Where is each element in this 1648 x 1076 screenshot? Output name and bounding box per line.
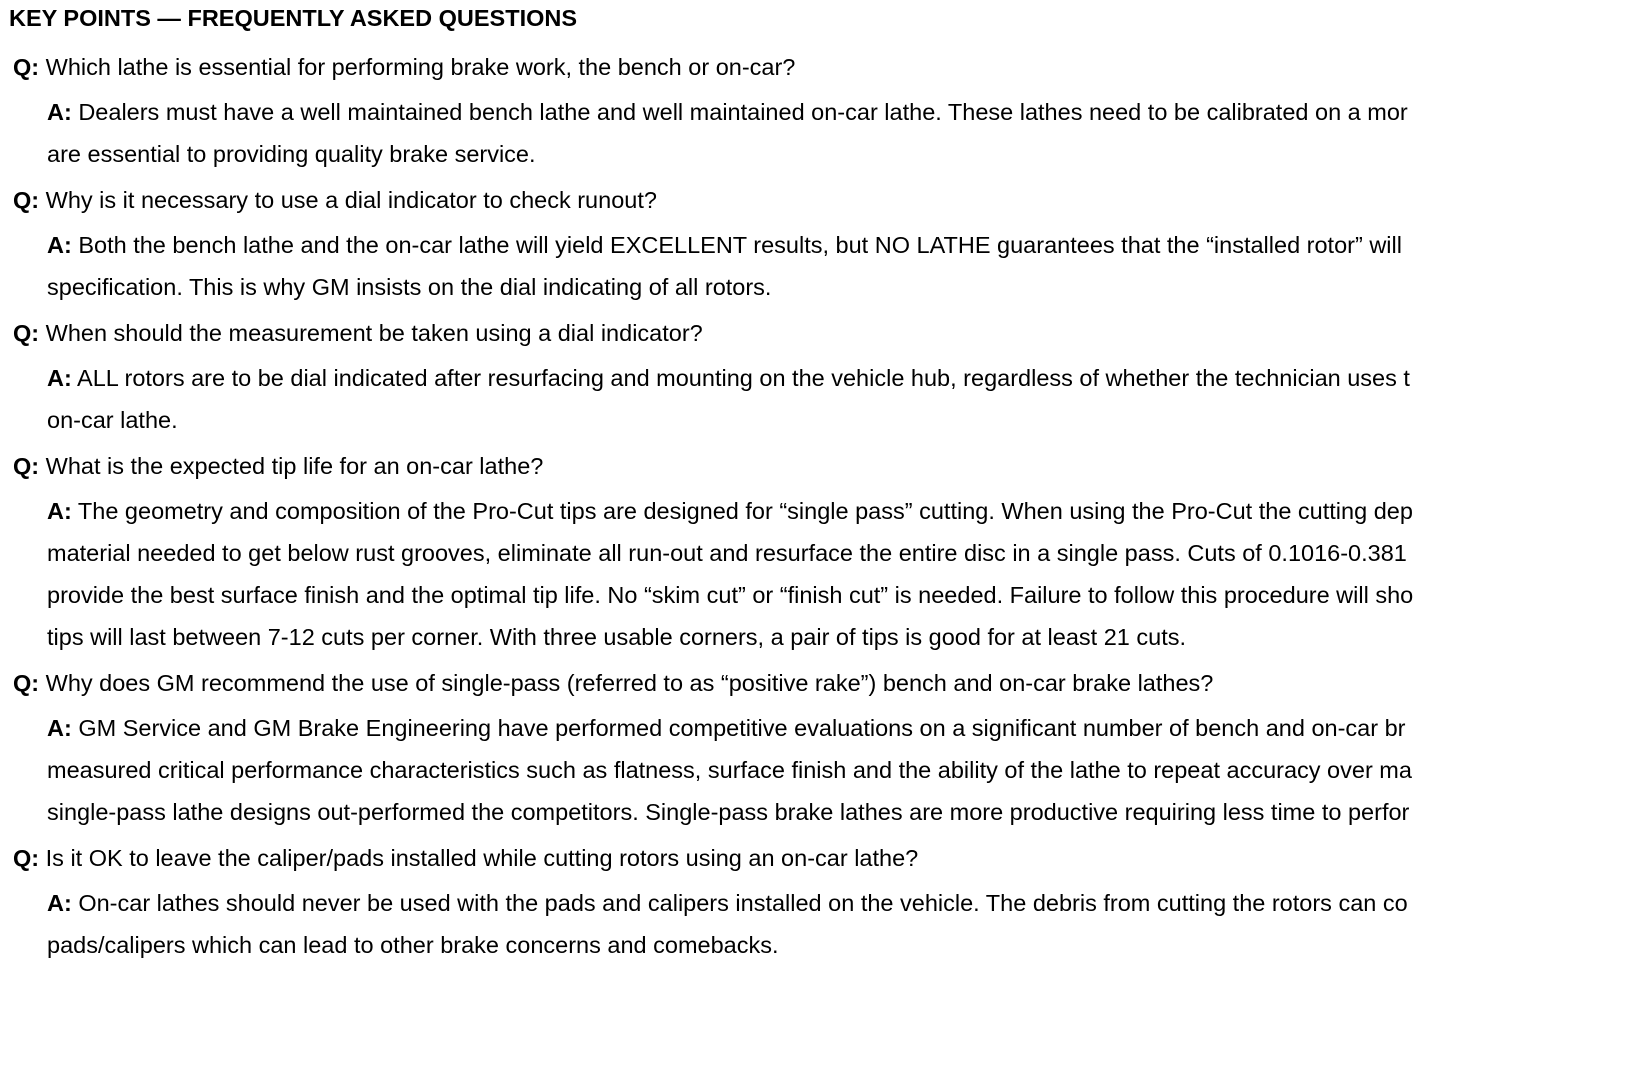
faq-answer: [0, 91, 1565, 175]
faq-question: [0, 448, 1565, 484]
answer-line: material needed to get below rust grooves, eliminate all run-out and resurface the entire disc in a single pass. Cuts of 0.1016-0.381: [47, 540, 1407, 566]
question-text: When should the measurement be taken using a dial indicator?: [45, 320, 703, 346]
answer-text: The geometry and composition of the Pro-Cut tips are designed for “single pass” cutting. When using the Pro-Cut the cutting dep: [77, 498, 1413, 524]
question-text: What is the expected tip life for an on-car lathe?: [45, 453, 544, 479]
answer-line: provide the best surface finish and the optimal tip life. No “skim cut” or “finish cut” is needed. Failure to follow this procedure will sho: [47, 582, 1414, 608]
faq-answer: [0, 357, 1565, 441]
question-text: Which lathe is essential for performing brake work, the bench or on-car?: [45, 54, 796, 80]
faq-answer: [0, 490, 1565, 658]
question-prefix: Q:: [13, 845, 40, 871]
faq-question: [0, 315, 1565, 351]
question-prefix: Q:: [13, 187, 40, 213]
faq-item: [0, 182, 1565, 308]
answer-prefix: A:: [47, 498, 72, 524]
answer-prefix: A:: [47, 232, 72, 258]
question-prefix: Q:: [13, 320, 40, 346]
faq-item: [0, 49, 1565, 175]
question-prefix: Q:: [13, 453, 40, 479]
answer-line: on-car lathe.: [47, 407, 178, 433]
answer-text: Dealers must have a well maintained bench lathe and well maintained on-car lathe. These lathes need to be calibrated on a mor: [78, 99, 1408, 125]
faq-item: [0, 448, 1565, 658]
faq-item: [0, 315, 1565, 441]
answer-line: [47, 707, 1565, 749]
faq-question: [0, 49, 1565, 85]
question-prefix: Q:: [13, 54, 40, 80]
faq-list: [0, 49, 1565, 973]
answer-text: ALL rotors are to be dial indicated after resurfacing and mounting on the vehicle hub, regardless of whether the technician uses t: [77, 365, 1410, 391]
faq-question: [0, 665, 1565, 701]
answer-line: are essential to providing quality brake service.: [47, 141, 536, 167]
answer-line: pads/calipers which can lead to other brake concerns and comebacks.: [47, 932, 779, 958]
answer-text: On-car lathes should never be used with the pads and calipers installed on the vehicle. The debris from cutting the rotors can co: [78, 890, 1408, 916]
answer-text: GM Service and GM Brake Engineering have performed competitive evaluations on a significant number of bench and on-car br: [78, 715, 1406, 741]
faq-item: [0, 665, 1565, 833]
faq-answer: [0, 707, 1565, 833]
answer-line: single-pass lathe designs out-performed the competitors. Single-pass brake lathes are more productive requiring less time to perfor: [47, 799, 1410, 825]
answer-line: specification. This is why GM insists on the dial indicating of all rotors.: [47, 274, 772, 300]
page-title: KEY POINTS — FREQUENTLY ASKED QUESTIONS: [9, 5, 578, 31]
answer-line: [47, 490, 1565, 532]
answer-line: tips will last between 7-12 cuts per corner. With three usable corners, a pair of tips is good for at least 21 cuts.: [47, 624, 1187, 650]
answer-line: [47, 357, 1565, 399]
answer-prefix: A:: [47, 99, 72, 125]
answer-line: [47, 91, 1565, 133]
faq-answer: [0, 224, 1565, 308]
question-text: Why is it necessary to use a dial indicator to check runout?: [45, 187, 657, 213]
answer-line: [47, 882, 1565, 924]
faq-question: [0, 182, 1565, 218]
faq-question: [0, 840, 1565, 876]
question-prefix: Q:: [13, 670, 40, 696]
question-text: Is it OK to leave the caliper/pads installed while cutting rotors using an on-car lathe?: [45, 845, 919, 871]
answer-line: measured critical performance characteristics such as flatness, surface finish and the ability of the lathe to repeat accuracy over ma: [47, 757, 1412, 783]
answer-text: Both the bench lathe and the on-car lathe will yield EXCELLENT results, but NO LATHE guarantees that the “installed rotor” will: [78, 232, 1402, 258]
question-text: Why does GM recommend the use of single-pass (referred to as “positive rake”) bench and on-car brake lathes?: [45, 670, 1214, 696]
faq-item: [0, 840, 1565, 966]
answer-prefix: A:: [47, 365, 72, 391]
faq-answer: [0, 882, 1565, 966]
answer-prefix: A:: [47, 715, 72, 741]
answer-line: [47, 224, 1565, 266]
answer-prefix: A:: [47, 890, 72, 916]
